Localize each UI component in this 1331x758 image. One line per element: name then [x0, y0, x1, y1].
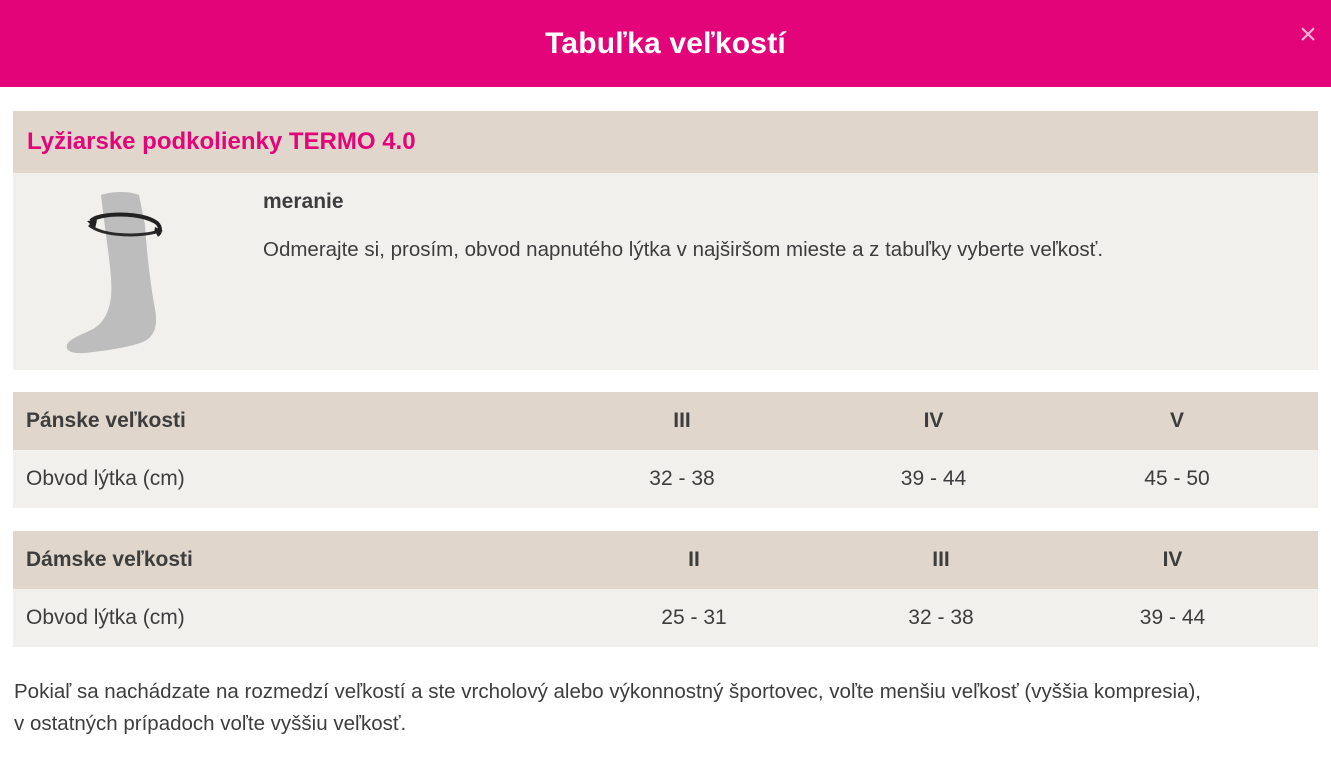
note-line: Pokiaľ sa nachádzate na rozmedzí veľkostí a ste vrcholový alebo výkonnostný športovec, voľte menšiu veľkosť (vyššia kompresia), [14, 680, 1201, 703]
men-size-table [13, 392, 1318, 508]
measure-heading: meranie [263, 190, 344, 213]
size-header: IV [1027, 531, 1318, 589]
table-row [13, 450, 1318, 508]
size-range: 45 - 50 [1036, 450, 1318, 508]
women-size-table [13, 531, 1318, 647]
size-range: 39 - 44 [831, 450, 1036, 508]
table-row [13, 589, 1318, 647]
product-info-panel [13, 111, 1318, 370]
table-header-label: Pánske veľkosti [13, 392, 533, 450]
row-label: Obvod lýtka (cm) [13, 589, 533, 647]
product-header [13, 111, 1318, 173]
size-header: V [1036, 392, 1318, 450]
size-header: III [533, 392, 831, 450]
product-body [13, 173, 1318, 370]
close-icon[interactable]: × [1299, 18, 1317, 51]
size-range: 32 - 38 [533, 450, 831, 508]
size-advice-note [14, 676, 1324, 740]
size-header: III [855, 531, 1027, 589]
sock-measuring-icon [63, 187, 173, 357]
note-line: v ostatných prípadoch voľte vyššiu veľkosť. [14, 712, 407, 735]
size-header: IV [831, 392, 1036, 450]
product-title: Lyžiarske podkolienky TERMO 4.0 [27, 128, 416, 155]
size-range: 39 - 44 [1027, 589, 1318, 647]
modal-title: Tabuľka veľkostí [545, 26, 786, 60]
size-range: 25 - 31 [533, 589, 855, 647]
table-header-row [13, 392, 1318, 450]
table-header-row [13, 531, 1318, 589]
table-header-label: Dámske veľkosti [13, 531, 533, 589]
size-header: II [533, 531, 855, 589]
modal-header [0, 0, 1331, 87]
row-label: Obvod lýtka (cm) [13, 450, 533, 508]
measure-instructions: Odmerajte si, prosím, obvod napnutého lýtka v najširšom mieste a z tabuľky vyberte veľkosť. [263, 238, 1104, 261]
size-range: 32 - 38 [855, 589, 1027, 647]
